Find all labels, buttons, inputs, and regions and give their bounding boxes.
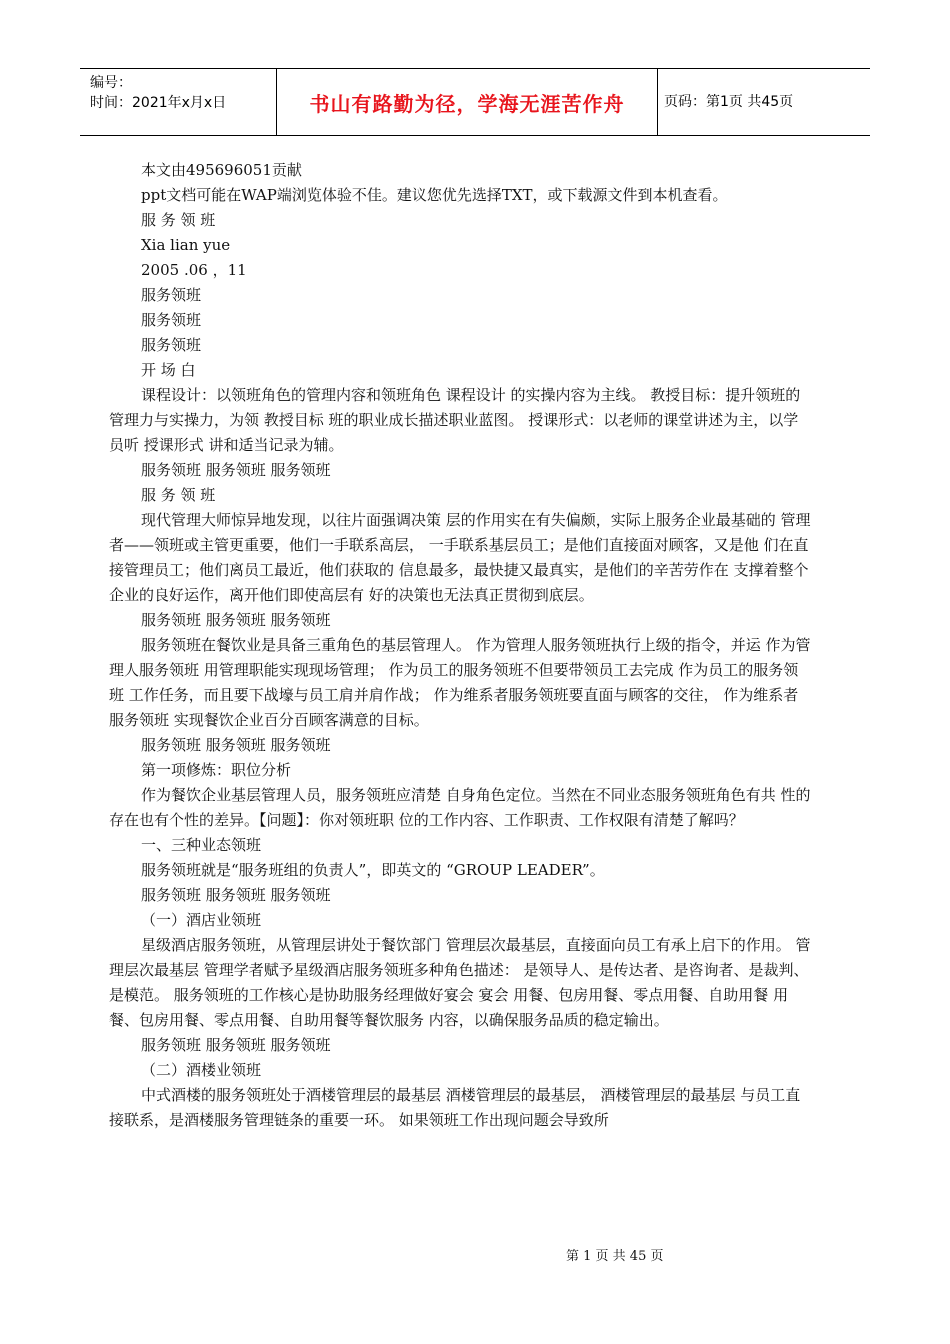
heading-repeat: 服务领班 服务领班 服务领班 <box>141 611 331 629</box>
page-header <box>80 68 870 136</box>
heading-repeat: 服务领班 服务领班 服务领班 <box>141 461 331 479</box>
document-date: 时间：2021年x月x日 <box>90 95 227 111</box>
heading-repeat: 服务领班 <box>141 336 202 354</box>
document-body <box>109 158 811 1133</box>
section-heading: 服 务 领 班 <box>141 486 216 504</box>
heading-repeat: 服务领班 服务领班 服务领班 <box>141 736 331 754</box>
header-meta <box>90 73 226 113</box>
line-format-notice: ppt文档可能在WAP端浏览体验不佳。建议您优先选择TXT，或下载源文件到本机查看。 <box>141 186 728 204</box>
section-heading-opening: 开 场 白 <box>141 361 196 379</box>
paragraph-role-positioning: 作为餐饮企业基层管理人员，服务领班应清楚 自身角色定位。当然在不同业态服务领班角色有共 性的存在也有个性的差异。【问题】：你对领班职 位的工作内容、工作职责、工作权限有清楚了解吗？ <box>109 786 811 829</box>
doc-title: 服 务 领 班 <box>141 211 216 229</box>
paragraph-hotel-leader: 星级酒店服务领班，从管理层讲处于餐饮部门 管理层次最基层，直接面向员工有承上启下的作用。 管理层次最基层 管理学者赋予星级酒店服务领班多种角色描述： 是领导人、是传达者、是咨询者、是裁判、是模范。 服务领班的工作核心是协助服务经理做好宴会 宴会 用餐、包房用餐、零点用餐、自助用餐 用餐、包房用餐、零点用餐、自助用餐等餐饮服务 内容，以确保服务品质的稳定输出。 <box>109 936 811 1029</box>
section-heading-first-practice: 第一项修炼：职位分析 <box>141 761 292 779</box>
line-contributor: 本文由495696051贡献 <box>141 161 302 179</box>
paragraph-course-design: 课程设计：以领班角色的管理内容和领班角色 课程设计 的实操内容为主线。 教授目标：提升领班的管理力与实操力，为领 教授目标 班的职业成长描述职业蓝图。 授课形式：以老师的课堂讲述为主，以学员听 授课形式 讲和适当记录为辅。 <box>109 386 801 454</box>
subheading-restaurant: （二）酒楼业领班 <box>141 1061 262 1079</box>
document-number-label: 编号： <box>90 75 132 91</box>
heading-repeat: 服务领班 服务领班 服务领班 <box>141 1036 331 1054</box>
paragraph-three-roles: 服务领班在餐饮业是具备三重角色的基层管理人。 作为管理人服务领班执行上级的指令，并运 作为管理人服务领班 用管理职能实现现场管理； 作为员工的服务领班不但要带领员工去完成 作为员工的服务领班 工作任务，而且要下战壕与员工肩并肩作战； 作为维系者服务领班要直面与顾客的交往， 作为维系者服务领班 实现餐饮企业百分百顾客满意的目标。 <box>109 636 811 729</box>
header-page-info: 页码：第1页 共45页 <box>664 94 794 110</box>
heading-repeat: 服务领班 服务领班 服务领班 <box>141 886 331 904</box>
doc-date: 2005 .06 ，11 <box>141 261 247 279</box>
section-heading-three-types: 一、三种业态领班 <box>141 836 262 854</box>
header-motto: 书山有路勤为径，学海无涯苦作舟 <box>276 69 658 135</box>
heading-repeat: 服务领班 <box>141 286 202 304</box>
paragraph-management-master: 现代管理大师惊异地发现，以往片面强调决策 层的作用实在有失偏颇，实际上服务企业最基础的 管理者——领班或主管更重要，他们一手联系高层， 一手联系基层员工；是他们直接面对顾客，又是他 们在直接管理员工；他们离员工最近，他们获取的 信息最多，最快捷又最真实，是他们的辛苦劳作在 支撑着整个企业的良好运作，离开他们即使高层有 好的决策也无法真正贯彻到底层。 <box>109 511 811 604</box>
paragraph-group-leader: 服务领班就是“服务班组的负责人”，即英文的 “GROUP LEADER”。 <box>141 861 605 879</box>
heading-repeat: 服务领班 <box>141 311 202 329</box>
doc-author: Xia lian yue <box>141 236 231 254</box>
subheading-hotel: （一）酒店业领班 <box>141 911 262 929</box>
footer-page-number: 第 1 页 共 45 页 <box>566 1249 664 1264</box>
paragraph-restaurant-leader: 中式酒楼的服务领班处于酒楼管理层的最基层 酒楼管理层的最基层， 酒楼管理层的最基层 与员工直接联系，是酒楼服务管理链条的重要一环。 如果领班工作出现问题会导致所 <box>109 1086 801 1129</box>
